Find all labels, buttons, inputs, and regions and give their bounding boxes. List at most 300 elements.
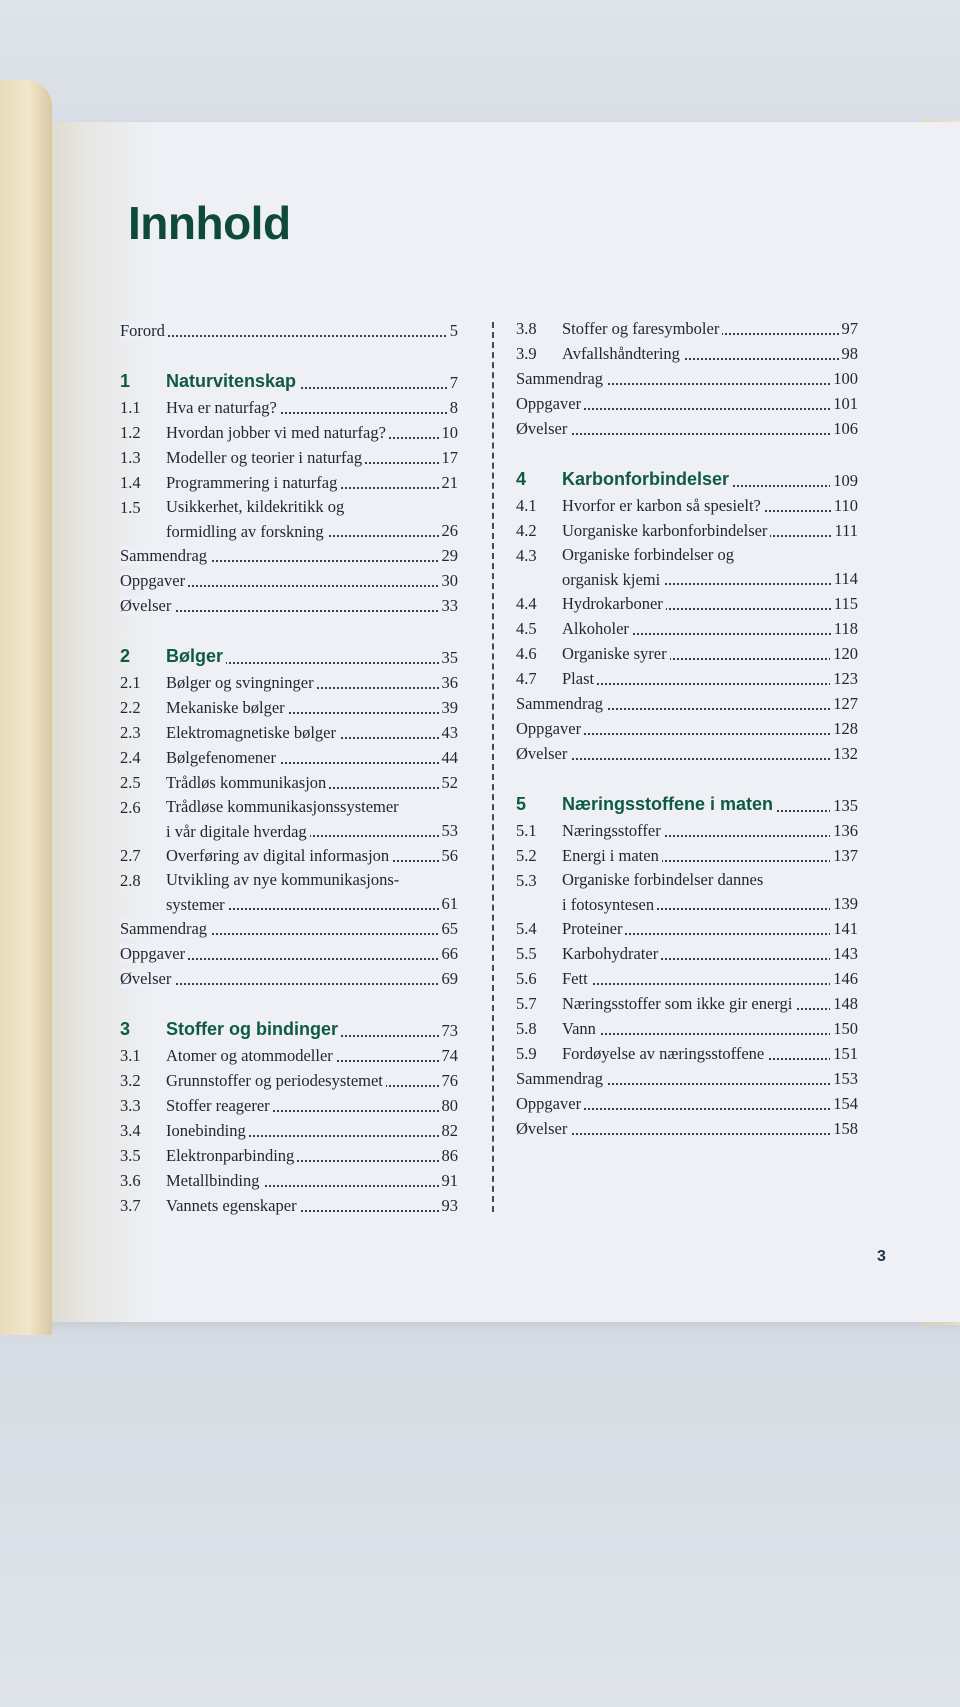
toc-entry-page: 35 [439, 645, 459, 670]
toc-entry-label: Øvelser [516, 1119, 570, 1138]
toc-entry-label: Oppgaver [516, 1094, 584, 1113]
toc-entry-label: Stoffer og bindinger [166, 1019, 341, 1039]
toc-entry[interactable] [516, 818, 858, 843]
toc-entry-line [166, 745, 458, 770]
toc-entry-number: 5 [516, 794, 527, 814]
toc-entry-line [166, 420, 458, 445]
toc-entry-page: 153 [830, 1066, 858, 1091]
toc-entry-line [120, 318, 458, 343]
toc-entry-number: 2.2 [120, 698, 141, 717]
toc-entry-page: 36 [439, 670, 459, 695]
toc-entry-line [562, 941, 858, 966]
toc-entry-page: 30 [439, 568, 459, 593]
toc-entry-line [120, 568, 458, 593]
toc-entry-line [166, 720, 458, 745]
toc-entry-label: Mekaniske bølger [166, 698, 288, 717]
toc-entry[interactable] [516, 591, 858, 616]
toc-entry-line [166, 1093, 458, 1118]
toc-entry-line [120, 916, 458, 941]
toc-entry-label: Atomer og atommodeller [166, 1046, 336, 1065]
toc-entry[interactable] [120, 795, 458, 843]
toc-entry[interactable] [516, 966, 858, 991]
toc-entry[interactable] [120, 770, 458, 795]
toc-entry-number: 4.7 [516, 669, 537, 688]
toc-entry-label: Forord [120, 321, 168, 340]
toc-entry[interactable] [516, 366, 858, 391]
toc-entry-page: 118 [831, 616, 858, 641]
toc-entry-label: Hvorfor er karbon så spesielt? [562, 496, 764, 515]
toc-entry[interactable] [120, 495, 458, 543]
toc-entry[interactable] [120, 395, 458, 420]
toc-entry-number: 4.2 [516, 521, 537, 540]
toc-entry-line [562, 843, 858, 868]
toc-entry-line [166, 495, 458, 541]
toc-entry-page: 82 [439, 1118, 459, 1143]
toc-entry-line [562, 616, 858, 641]
toc-entry-line [562, 818, 858, 843]
toc-entry[interactable] [120, 470, 458, 495]
leader-dots [120, 335, 458, 337]
toc-chapter[interactable] [120, 1015, 458, 1043]
toc-entry-label: Hva er naturfag? [166, 398, 280, 417]
toc-chapter[interactable] [120, 642, 458, 670]
toc-chapter[interactable] [120, 367, 458, 395]
toc-entry-label: Overføring av digital informasjon [166, 846, 392, 865]
toc-entry-label: Hydrokarboner [562, 594, 666, 613]
toc-entry[interactable] [120, 1118, 458, 1143]
toc-entry[interactable] [120, 941, 458, 966]
toc-entry-label: Fett [562, 969, 591, 988]
toc-entry-number: 1.4 [120, 473, 141, 492]
toc-entry-line [562, 1041, 858, 1066]
toc-entry-line [516, 366, 858, 391]
toc-entry-line [166, 445, 458, 470]
toc-entry-number: 3.9 [516, 344, 537, 363]
toc-entry-line [516, 691, 858, 716]
toc-entry-number: 3.6 [120, 1171, 141, 1190]
toc-entry[interactable] [120, 966, 458, 991]
toc-entry-number: 3.4 [120, 1121, 141, 1140]
toc-entry-number: 4.6 [516, 644, 537, 663]
toc-entry[interactable] [516, 991, 858, 1016]
toc-entry-number: 2.7 [120, 846, 141, 865]
toc-entry[interactable] [120, 1193, 458, 1218]
toc-entry-number: 2.6 [120, 798, 141, 817]
toc-entry-line [562, 493, 858, 518]
toc-entry-number: 3.5 [120, 1146, 141, 1165]
toc-entry-number: 2.8 [120, 871, 141, 890]
toc-entry-page: 98 [839, 341, 859, 366]
toc-entry-line [166, 670, 458, 695]
toc-entry-page: 21 [439, 470, 459, 495]
toc-entry-line [562, 641, 858, 666]
book-spine-edge [0, 80, 52, 1335]
toc-entry-label: Organiske syrer [562, 644, 670, 663]
toc-entry-page: 61 [439, 891, 459, 916]
toc-entry-page: 29 [439, 543, 459, 568]
table-surface [0, 1320, 960, 1707]
toc-entry-label: Øvelser [120, 969, 174, 988]
toc-entry[interactable] [120, 420, 458, 445]
toc-entry-line [516, 391, 858, 416]
page-title: Innhold [128, 197, 291, 249]
toc-entry-page: 53 [439, 818, 459, 843]
toc-entry-label: Bølgefenomener [166, 748, 279, 767]
toc-entry-page: 135 [830, 793, 858, 818]
toc-entry-label: Sammendrag [516, 1069, 606, 1088]
toc-entry[interactable] [516, 518, 858, 543]
toc-entry[interactable] [120, 745, 458, 770]
toc-entry[interactable] [516, 1116, 858, 1141]
toc-entry-label: Plast [562, 669, 597, 688]
toc-entry-label: Alkoholer [562, 619, 632, 638]
toc-entry[interactable] [120, 1068, 458, 1093]
toc-entry-page: 114 [831, 566, 858, 591]
toc-entry-number: 1.3 [120, 448, 141, 467]
toc-entry-line [166, 395, 458, 420]
toc-entry-continuation [562, 892, 858, 916]
toc-column-left [120, 318, 458, 1218]
toc-entry-line [166, 1043, 458, 1068]
toc-entry-number: 5.7 [516, 994, 537, 1013]
toc-entry-line [562, 790, 858, 818]
toc-entry[interactable] [516, 843, 858, 868]
toc-entry-label: Øvelser [120, 596, 174, 615]
toc-entry-label: Uorganiske karbonforbindelser [562, 521, 770, 540]
toc-entry-label: Elektronparbinding [166, 1146, 297, 1165]
toc-entry-page: 137 [830, 843, 858, 868]
toc-entry-page: 10 [439, 420, 459, 445]
toc-entry-page: 76 [439, 1068, 459, 1093]
toc-entry-label: Bølger [166, 646, 226, 666]
toc-entry-number: 1.2 [120, 423, 141, 442]
toc-entry-number: 1.5 [120, 498, 141, 517]
toc-entry-page: 86 [439, 1143, 459, 1168]
toc-entry[interactable] [120, 720, 458, 745]
toc-entry-page: 148 [830, 991, 858, 1016]
toc-entry[interactable] [516, 691, 858, 716]
toc-entry-page: 115 [831, 591, 858, 616]
toc-entry-page: 109 [830, 468, 858, 493]
leader-dots [562, 1033, 858, 1035]
toc-entry-line [166, 770, 458, 795]
toc-column-right [516, 316, 858, 1141]
toc-entry-page: 100 [830, 366, 858, 391]
toc-entry-page: 127 [830, 691, 858, 716]
toc-entry-label: Usikkerhet, kildekritikk og [166, 497, 345, 516]
toc-entry-page: 150 [830, 1016, 858, 1041]
toc-entry-line [516, 716, 858, 741]
toc-entry[interactable] [516, 1091, 858, 1116]
toc-entry-label: Bølger og svingninger [166, 673, 317, 692]
toc-entry-line [120, 966, 458, 991]
toc-entry-page: 91 [439, 1168, 459, 1193]
toc-entry-page: 17 [439, 445, 459, 470]
toc-entry-page: 101 [830, 391, 858, 416]
toc-entry-line [166, 1143, 458, 1168]
toc-entry-line [120, 543, 458, 568]
toc-entry-number: 4.5 [516, 619, 537, 638]
toc-entry-line [166, 843, 458, 868]
toc-entry-line [166, 367, 458, 395]
page-number: 3 [877, 1248, 886, 1265]
toc-entry-label: Næringsstoffene i maten [562, 794, 776, 814]
toc-entry-number: 4 [516, 469, 527, 489]
toc-entry-number: 5.1 [516, 821, 537, 840]
toc-entry[interactable] [120, 568, 458, 593]
toc-entry-page: 97 [839, 316, 859, 341]
toc-entry-line [120, 593, 458, 618]
toc-entry[interactable] [120, 916, 458, 941]
toc-entry-label: Sammendrag [516, 694, 606, 713]
toc-entry-line [166, 1193, 458, 1218]
toc-entry-page: 56 [439, 843, 459, 868]
toc-entry-label: Sammendrag [120, 919, 210, 938]
toc-entry-line [562, 966, 858, 991]
toc-entry-page: 39 [439, 695, 459, 720]
toc-entry-label: Elektromagnetiske bølger [166, 723, 339, 742]
toc-entry[interactable] [120, 868, 458, 916]
toc-entry-line [166, 1068, 458, 1093]
toc-entry[interactable] [120, 1168, 458, 1193]
toc-entry-label: Sammendrag [120, 546, 210, 565]
toc-entry-line [166, 695, 458, 720]
toc-entry-line [516, 416, 858, 441]
toc-chapter[interactable] [516, 790, 858, 818]
toc-entry-number: 2 [120, 646, 131, 666]
toc-entry-page: 143 [830, 941, 858, 966]
toc-entry-page: 139 [830, 891, 858, 916]
toc-entry-page: 52 [439, 770, 459, 795]
toc-entry-number: 3.1 [120, 1046, 141, 1065]
toc-entry-page: 5 [447, 318, 458, 343]
toc-entry[interactable] [516, 616, 858, 641]
toc-entry-label: Næringsstoffer [562, 821, 664, 840]
toc-entry-label: Karbohydrater [562, 944, 661, 963]
toc-entry-label: Modeller og teorier i naturfag [166, 448, 365, 467]
toc-entry-number: 2.4 [120, 748, 141, 767]
toc-entry-number: 2.1 [120, 673, 141, 692]
toc-entry-label-cont: i fotosyntesen [562, 895, 657, 914]
toc-entry[interactable] [120, 593, 458, 618]
toc-entry[interactable] [120, 543, 458, 568]
toc-entry-page: 132 [830, 741, 858, 766]
toc-entry[interactable] [516, 316, 858, 341]
toc-entry[interactable] [120, 695, 458, 720]
toc-chapter[interactable] [516, 465, 858, 493]
toc-entry-page: 8 [447, 395, 458, 420]
toc-entry[interactable] [516, 341, 858, 366]
toc-entry-number: 5.6 [516, 969, 537, 988]
toc-entry-label: Fordøyelse av næringsstoffene [562, 1044, 767, 1063]
toc-entry-line [516, 741, 858, 766]
toc-entry-page: 111 [831, 518, 858, 543]
toc-entry-label: Organiske forbindelser dannes [562, 870, 764, 889]
toc-entry-number: 5.9 [516, 1044, 537, 1063]
toc-entry[interactable] [516, 741, 858, 766]
toc-entry-line [562, 591, 858, 616]
toc-entry-label: Ionebinding [166, 1121, 249, 1140]
toc-entry-label: Energi i maten [562, 846, 662, 865]
toc-entry[interactable] [516, 1016, 858, 1041]
toc-entry[interactable] [120, 318, 458, 343]
toc-entry-line [562, 341, 858, 366]
toc-entry[interactable] [120, 1093, 458, 1118]
toc-entry[interactable] [516, 868, 858, 916]
leader-dots [562, 683, 858, 685]
toc-entry[interactable] [120, 1143, 458, 1168]
toc-entry[interactable] [516, 916, 858, 941]
toc-entry-page: 110 [831, 493, 858, 518]
toc-entry-continuation [166, 892, 458, 916]
toc-entry-label-cont: i vår digitale hverdag [166, 822, 310, 841]
toc-entry-page: 69 [439, 966, 459, 991]
toc-entry[interactable] [516, 1066, 858, 1091]
toc-entry-line [562, 1016, 858, 1041]
toc-entry-line [562, 518, 858, 543]
toc-entry-label: Grunnstoffer og periodesystemet [166, 1071, 386, 1090]
toc-entry[interactable] [516, 543, 858, 591]
toc-entry-label: Metallbinding [166, 1171, 263, 1190]
toc-entry-number: 2.5 [120, 773, 141, 792]
toc-entry-line [562, 543, 858, 589]
toc-entry[interactable] [120, 843, 458, 868]
toc-entry-page: 33 [439, 593, 459, 618]
leader-dots [562, 983, 858, 985]
toc-entry[interactable] [120, 445, 458, 470]
toc-entry[interactable] [516, 666, 858, 691]
toc-entry-label: Vannets egenskaper [166, 1196, 300, 1215]
toc-entry-line [562, 868, 858, 914]
toc-entry-page: 136 [830, 818, 858, 843]
toc-entry-line [562, 316, 858, 341]
toc-entry-line [516, 1066, 858, 1091]
toc-entry-label: Hvordan jobber vi med naturfag? [166, 423, 389, 442]
toc-entry-continuation [166, 819, 458, 843]
toc-entry-number: 2.3 [120, 723, 141, 742]
toc-entry-label: Karbonforbindelser [562, 469, 732, 489]
toc-entry-number: 5.8 [516, 1019, 537, 1038]
toc-entry-page: 128 [830, 716, 858, 741]
toc-entry[interactable] [516, 391, 858, 416]
toc-entry-label: Oppgaver [516, 394, 584, 413]
toc-entry-label: Avfallshåndtering [562, 344, 683, 363]
toc-entry-page: 141 [830, 916, 858, 941]
toc-entry-number: 5.5 [516, 944, 537, 963]
toc-entry[interactable] [516, 716, 858, 741]
toc-entry-label: Sammendrag [516, 369, 606, 388]
toc-entry-page: 151 [830, 1041, 858, 1066]
toc-entry-number: 3 [120, 1019, 131, 1039]
toc-entry-line [120, 941, 458, 966]
toc-entry-page: 106 [830, 416, 858, 441]
toc-entry-number: 3.8 [516, 319, 537, 338]
toc-entry-continuation [166, 519, 458, 543]
toc-entry-label-cont: organisk kjemi [562, 570, 663, 589]
toc-entry-label: Organiske forbindelser og [562, 545, 734, 564]
toc-entry-label: Næringsstoffer som ikke gir energi [562, 994, 795, 1013]
toc-entry-label: Oppgaver [120, 944, 188, 963]
toc-entry-line [562, 465, 858, 493]
toc-entry-line [166, 795, 458, 841]
toc-entry-page: 158 [830, 1116, 858, 1141]
toc-entry-label: Utvikling av nye kommunikasjons- [166, 870, 400, 889]
toc-entry-label: Stoffer og faresymboler [562, 319, 722, 338]
toc-entry-number: 3.2 [120, 1071, 141, 1090]
toc-entry[interactable] [516, 1041, 858, 1066]
toc-entry-line [166, 642, 458, 670]
toc-entry-page: 74 [439, 1043, 459, 1068]
toc-entry-number: 1 [120, 371, 131, 391]
toc-entry-label: Oppgaver [120, 571, 188, 590]
toc-entry-page: 66 [439, 941, 459, 966]
toc-entry-line [166, 868, 458, 914]
column-divider [492, 322, 494, 1212]
toc-entry-line [516, 1116, 858, 1141]
toc-entry-number: 5.4 [516, 919, 537, 938]
toc-entry-line [166, 1118, 458, 1143]
toc-entry-number: 3.7 [120, 1196, 141, 1215]
toc-entry-page: 80 [439, 1093, 459, 1118]
toc-entry-label-cont: formidling av forskning [166, 522, 327, 541]
toc-entry-page: 7 [447, 370, 458, 395]
toc-entry-page: 43 [439, 720, 459, 745]
toc-entry-line [166, 470, 458, 495]
toc-entry-page: 44 [439, 745, 459, 770]
toc-entry-page: 146 [830, 966, 858, 991]
toc-entry-page: 93 [439, 1193, 459, 1218]
toc-entry[interactable] [516, 416, 858, 441]
toc-entry-continuation [562, 567, 858, 591]
toc-entry-page: 26 [439, 518, 459, 543]
toc-entry-label: Trådløs kommunikasjon [166, 773, 329, 792]
toc-entry-number: 4.3 [516, 546, 537, 565]
toc-entry-label: Oppgaver [516, 719, 584, 738]
toc-entry-label: Vann [562, 1019, 599, 1038]
toc-entry-line [562, 916, 858, 941]
toc-entry-number: 4.1 [516, 496, 537, 515]
toc-entry-label: Naturvitenskap [166, 371, 299, 391]
toc-entry-page: 123 [830, 666, 858, 691]
toc-entry-number: 1.1 [120, 398, 141, 417]
toc-entry-number: 3.3 [120, 1096, 141, 1115]
toc-entry-number: 4.4 [516, 594, 537, 613]
toc-entry-line [516, 1091, 858, 1116]
toc-entry[interactable] [120, 670, 458, 695]
toc-entry-number: 5.3 [516, 871, 537, 890]
toc-entry-label: Øvelser [516, 744, 570, 763]
toc-entry[interactable] [120, 1043, 458, 1068]
toc-entry-line [166, 1015, 458, 1043]
toc-entry-label-cont: systemer [166, 895, 228, 914]
toc-entry-line [562, 666, 858, 691]
toc-entry-page: 154 [830, 1091, 858, 1116]
toc-entry-label: Trådløse kommunikasjonssystemer [166, 797, 399, 816]
toc-entry-number: 5.2 [516, 846, 537, 865]
toc-entry-page: 73 [439, 1018, 459, 1043]
toc-entry[interactable] [516, 493, 858, 518]
toc-entry-line [562, 991, 858, 1016]
toc-entry-page: 65 [439, 916, 459, 941]
toc-entry-page: 120 [830, 641, 858, 666]
toc-entry-label: Proteiner [562, 919, 625, 938]
toc-entry-line [166, 1168, 458, 1193]
toc-entry[interactable] [516, 941, 858, 966]
toc-entry-label: Programmering i naturfag [166, 473, 340, 492]
toc-entry[interactable] [516, 641, 858, 666]
toc-entry-label: Øvelser [516, 419, 570, 438]
toc-entry-label: Stoffer reagerer [166, 1096, 273, 1115]
